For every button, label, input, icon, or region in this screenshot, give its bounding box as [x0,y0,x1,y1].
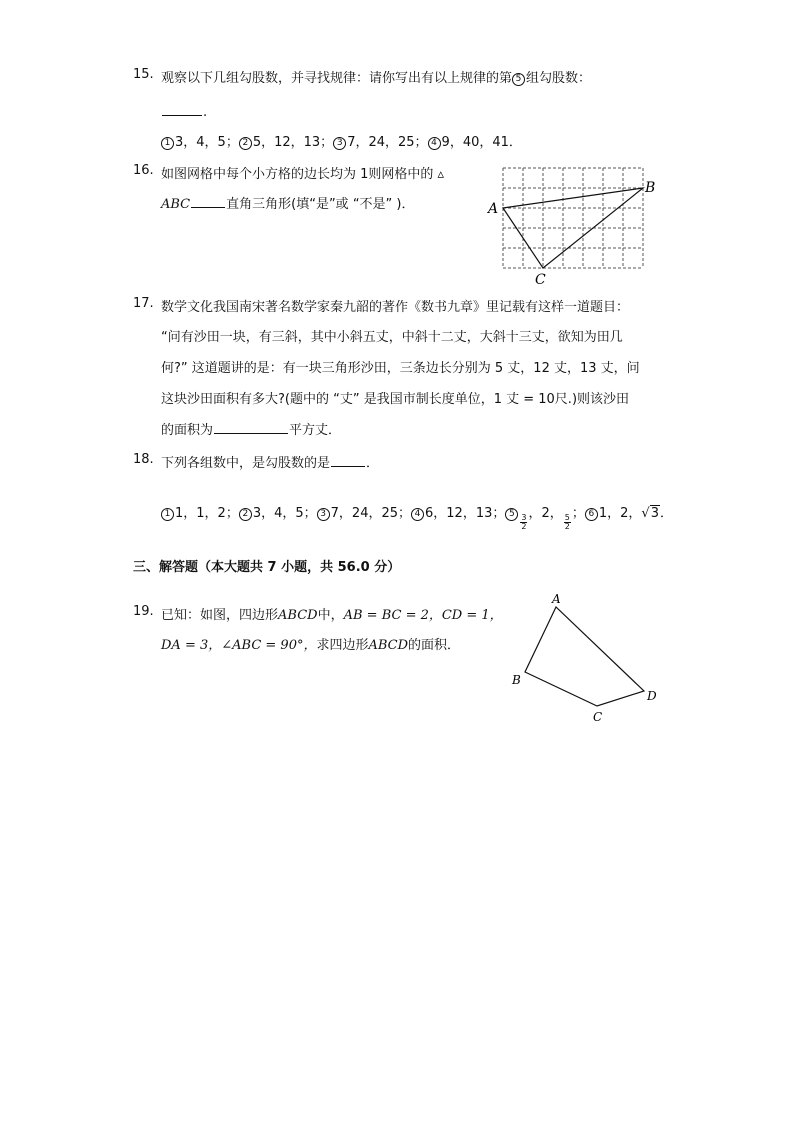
q15-text: 观察以下几组勾股数，并寻找规律：请你写出有以上规律的第 [161,71,513,86]
q19-eq1: AB = BC = 2，CD = 1， [343,608,503,623]
q18-item3-mark: 3 [317,508,330,521]
q15-item1-mark: 1 [161,137,174,150]
q18-item5-num2: 5 [564,513,570,522]
q19-quadrilateral-figure [505,590,675,730]
q18-item5-den1: 2 [521,522,527,531]
q17-line2: “问有沙田一块，有三斜，其中小斜五丈，中斜十二丈，大斜十三丈，欲知为田几 [161,330,623,345]
q18-item6-mark: 6 [585,508,598,521]
q18-item6-sqrt: 3 [650,506,659,521]
q16-label-c: C [535,272,546,288]
q16-answer-blank[interactable] [191,193,225,208]
q17-line5 [161,419,341,438]
q19-line2-end: 的面积． [408,638,461,653]
q16-line1: 如图网格中每个小方格的边长均为 1则网格中的 ▵ [161,167,445,182]
q18-item4: 6，12，13； [425,506,506,521]
q18-item2: 3，4，5； [252,506,317,521]
q15-item1: 3，4，5； [175,135,239,150]
q19-number: 19. [133,604,154,619]
q19-label-b: B [512,673,521,687]
q18-item5-end: ； [571,506,585,521]
q15-item3: 7，24，25； [347,135,428,150]
q15-item3-mark: 3 [333,137,346,150]
q18-item2-mark: 2 [239,508,252,521]
q18-item5-num1: 3 [521,513,527,522]
q17-number: 17. [133,296,154,311]
q15-item2: 5，12，13； [252,135,334,150]
q19-line2-tail: 求四边形 [316,638,369,653]
q17-line3: 何?” 这道题讲的是：有一块三角形沙田，三条边长分别为 5 丈，12 丈，13 丈，问 [161,361,640,376]
q18-item5-mid: ，2， [528,506,563,521]
q18-answer-blank[interactable] [331,452,365,467]
q18-text: 下列各组数中，是勾股数的是 [161,456,331,471]
q17-line4: 这块沙田面积有多大?(题中的 “丈” 是我国市制长度单位，1 丈 = 10尺.)则该沙田 [161,392,630,407]
q15-item4: 9，40，41． [441,135,522,150]
q15-circled-n: 5 [512,73,525,86]
q18-item5-fraction2 [564,514,571,531]
q18-item6-head: 1，2， [598,506,642,521]
q19-line2 [161,634,460,653]
q17-line5-tail: 平方丈． [289,423,342,438]
q19-line1-head: 已知：如图，四边形 [161,608,279,623]
q15-item4-mark: 4 [428,137,441,150]
q15-item2-mark: 2 [239,137,252,150]
q15-number: 15. [133,67,154,82]
q15-items [161,131,522,150]
q18-items [161,502,673,531]
q17-line1: 数学文化我国南宋著名数学家秦九韶的著作《数书九章》里记载有这样一道题目： [161,300,630,315]
q19-label-a: A [552,592,561,606]
q16-line2 [161,193,415,212]
q18-item1: 1，1，2； [175,506,239,521]
q18-item3: 7，24，25； [330,506,412,521]
q18-item6-end: ． [659,506,673,521]
q17-line5-head: 的面积为 [161,423,214,438]
q17-answer-blank[interactable] [214,419,288,434]
q15-stem [161,67,591,86]
q15-period: . [203,105,208,120]
q16-line2-tail: 直角三角形(填“是”或 “不是” )． [226,197,415,212]
q18-item5-den2: 2 [564,522,570,531]
section-3-title: 三、解答题（本大题共 7 小题，共 56.0 分） [133,560,401,575]
q18-sqrt-sign: √ [641,506,650,521]
q18-number: 18. [133,452,154,467]
q18-item5-mark: 5 [505,508,518,521]
q16-abc: ABC [161,197,191,212]
q15-answer-line [161,101,207,120]
q19-label-c: C [593,710,603,724]
q19-line1 [161,604,503,623]
q19-eq2: DA = 3，∠ABC = 90°， [161,638,317,653]
q15-text-tail: 组勾股数： [526,71,592,86]
q16-grid-figure [486,160,666,290]
q18-item5-fraction1 [520,514,527,531]
q18-stem [161,452,379,471]
q19-abcd-1: ABCD [278,608,318,623]
q15-answer-blank[interactable] [162,101,202,116]
q19-quadrilateral [525,607,644,706]
q19-abcd-2: ABCD [368,638,409,653]
q19-line1-mid: 中， [317,608,344,623]
q16-number: 16. [133,163,154,178]
q19-label-d: D [647,689,657,703]
q16-label-b: B [645,180,656,196]
q18-item4-mark: 4 [411,508,424,521]
q18-period: ． [366,456,380,471]
q16-label-a: A [488,201,499,217]
q18-item1-mark: 1 [161,508,174,521]
